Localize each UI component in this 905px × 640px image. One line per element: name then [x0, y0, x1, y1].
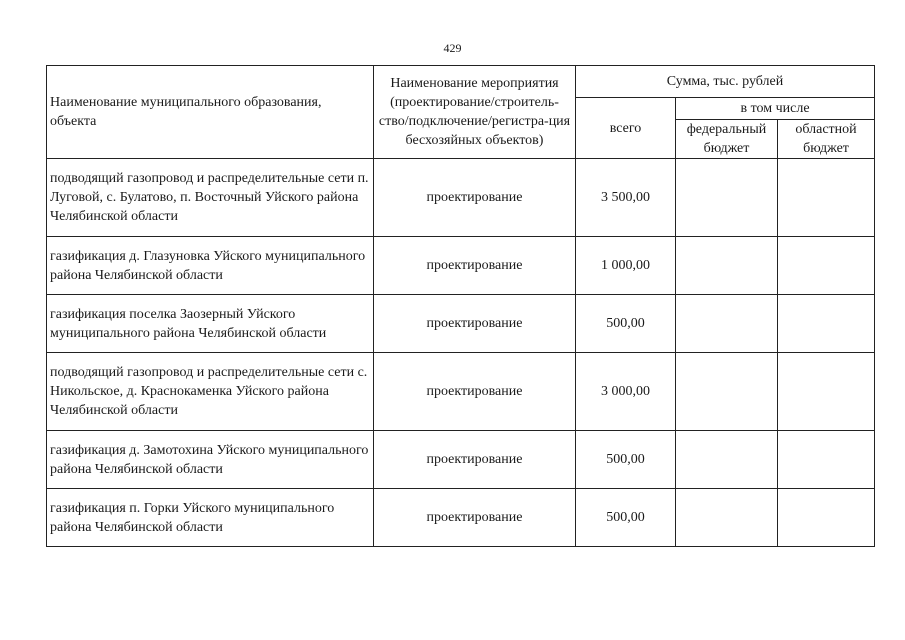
- regional-cell: [778, 431, 875, 489]
- table-row: [47, 237, 875, 295]
- federal-cell: [676, 353, 778, 431]
- header-sum-cell: Сумма, тыс. рублей: [576, 66, 875, 98]
- header-total-cell: всего: [576, 98, 676, 159]
- event-cell: проектирование: [374, 237, 576, 295]
- regional-cell: [778, 295, 875, 353]
- federal-cell: [676, 489, 778, 547]
- total-cell: 500,00: [576, 295, 676, 353]
- total-cell: 3 500,00: [576, 159, 676, 237]
- event-cell: проектирование: [374, 431, 576, 489]
- object-name-cell: подводящий газопровод и распределительные сети п. Луговой, с. Булатово, п. Восточный Уйского района Челябинской области: [47, 159, 374, 237]
- table-row: [47, 159, 875, 237]
- federal-cell: [676, 431, 778, 489]
- total-cell: 1 000,00: [576, 237, 676, 295]
- object-name-cell: подводящий газопровод и распределительные сети с. Никольское, д. Краснокаменка Уйского района Челябинской области: [47, 353, 374, 431]
- federal-cell: [676, 295, 778, 353]
- table-row: [47, 353, 875, 431]
- page-number: 429: [443, 41, 462, 55]
- header-federal-cell: федеральный бюджет: [676, 120, 778, 159]
- federal-cell: [676, 237, 778, 295]
- event-cell: проектирование: [374, 353, 576, 431]
- table-row: [47, 431, 875, 489]
- regional-cell: [778, 353, 875, 431]
- event-cell: проектирование: [374, 159, 576, 237]
- table-row: [47, 295, 875, 353]
- header-regional-cell: областной бюджет: [778, 120, 875, 159]
- event-cell: проектирование: [374, 489, 576, 547]
- header-name-cell: Наименование муниципального образования, объекта: [47, 66, 374, 159]
- object-name-cell: газификация п. Горки Уйского муниципального района Челябинской области: [47, 489, 374, 547]
- header-event-cell: Наименование мероприятия (проектирование/строитель-ство/подключение/регистра-ция бесхозяйных объектов): [374, 66, 576, 159]
- total-cell: 3 000,00: [576, 353, 676, 431]
- object-name-cell: газификация д. Замотохина Уйского муниципального района Челябинской области: [47, 431, 374, 489]
- regional-cell: [778, 159, 875, 237]
- event-cell: проектирование: [374, 295, 576, 353]
- regional-cell: [778, 489, 875, 547]
- federal-cell: [676, 159, 778, 237]
- header-including-cell: в том числе: [676, 98, 875, 120]
- regional-cell: [778, 237, 875, 295]
- total-cell: 500,00: [576, 431, 676, 489]
- funding-table: [46, 65, 875, 547]
- table-row: [47, 489, 875, 547]
- total-cell: 500,00: [576, 489, 676, 547]
- header-row-1: [47, 66, 875, 98]
- object-name-cell: газификация поселка Заозерный Уйского муниципального района Челябинской области: [47, 295, 374, 353]
- object-name-cell: газификация д. Глазуновка Уйского муниципального района Челябинской области: [47, 237, 374, 295]
